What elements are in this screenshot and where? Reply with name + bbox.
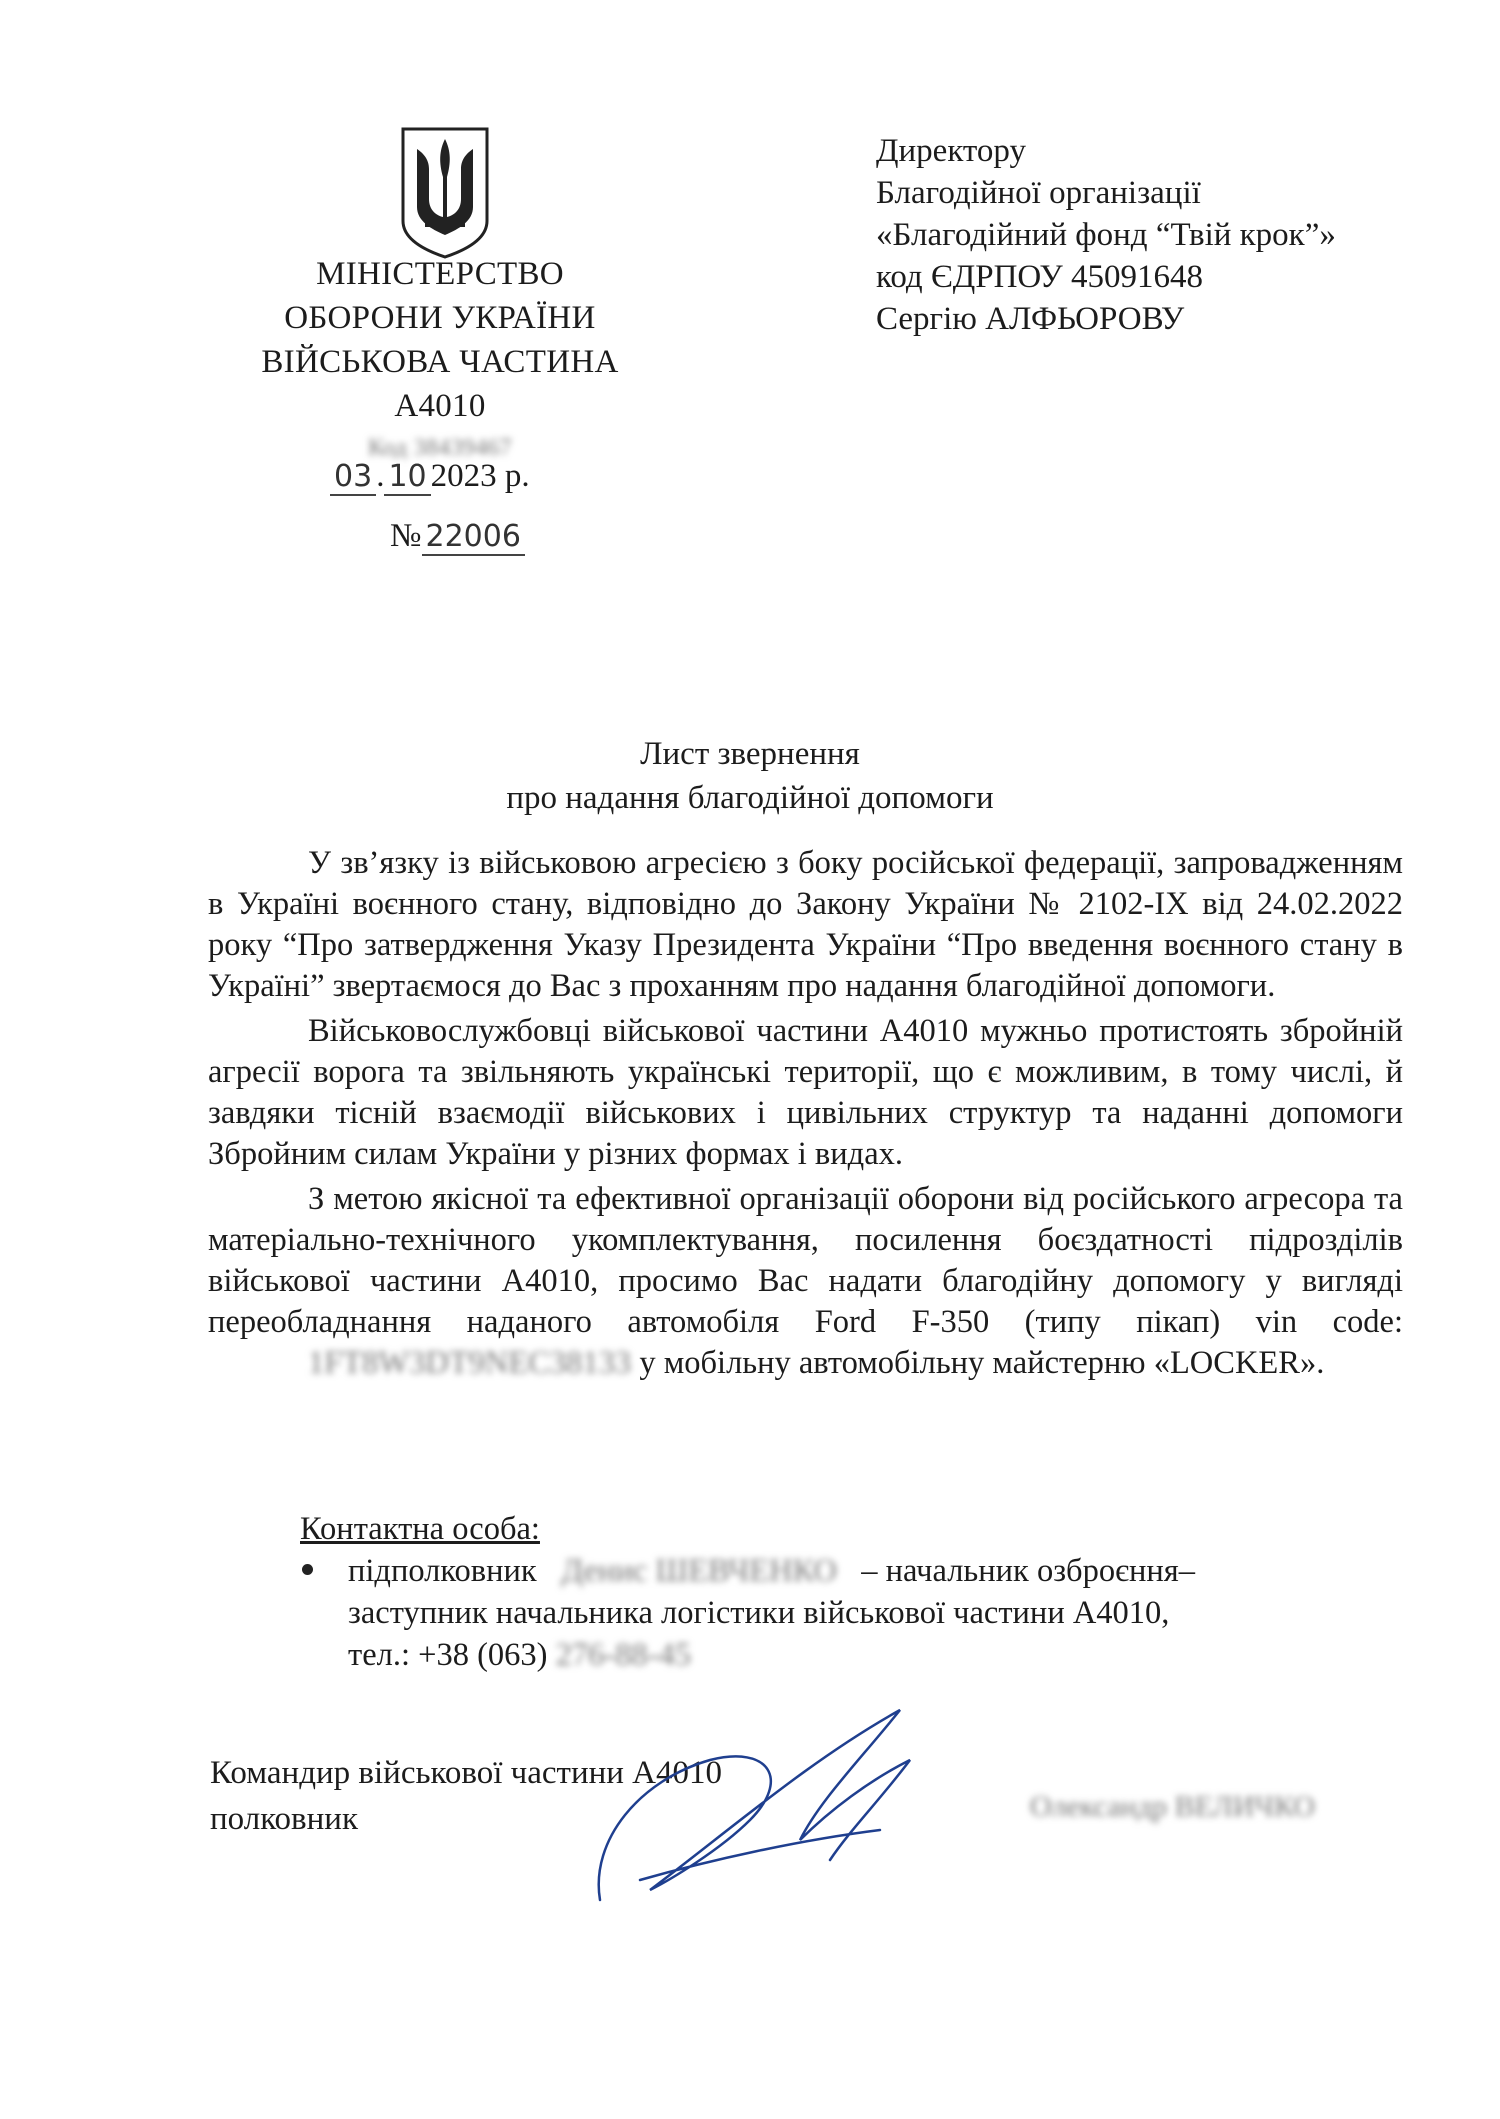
contact-block: [300, 1508, 1400, 1676]
coat-of-arms-trident-icon: [395, 125, 495, 260]
ministry-line1: МІНІСТЕРСТВО: [316, 256, 564, 292]
paragraph-3-text: З метою якісної та ефективної організації оборони від російського агресора та матеріально-технічного укомплектування, посилення боєздатності підрозділів військової частини А4010, просимо Вас надати благодійну допомогу у вигляді переобладнання наданого автомобіля Ford F-350 (типу пікап) vin code:: [208, 1181, 1403, 1340]
contact-title: Контактна особа:: [300, 1511, 540, 1547]
addressee-block: [876, 130, 1336, 340]
blurred-contact-name: Денис ШЕВЧЕНКО: [561, 1553, 837, 1589]
contact-role-2: заступник начальника логістики військової частини А4010,: [348, 1595, 1170, 1631]
paragraph-3: [208, 1179, 1403, 1384]
bullet-icon: [302, 1564, 313, 1575]
document-number: [390, 518, 525, 556]
date-year: 2023 р.: [430, 458, 530, 494]
signatory-position: Командир військової частини А4010: [210, 1755, 723, 1791]
addressee-line4: код ЄДРПОУ 45091648: [876, 259, 1204, 295]
signatory-rank: полковник: [210, 1801, 358, 1837]
blurred-code: Код 38439467: [368, 435, 512, 461]
unit-line: ВІЙСЬКОВА ЧАСТИНА: [261, 344, 619, 380]
date-month: 10: [384, 460, 430, 496]
contact-person: [300, 1550, 1400, 1592]
addressee-line1: Директору: [876, 133, 1026, 169]
paragraph-2: Військовослужбовці військової частини А4010 мужньо протистоять збройній агресії ворога та звільняють українські території, що є можливим, в тому числі, й завдяки тісній взаємодії військових і цивільних структур та наданні допомоги Збройним силам України у різних формах і видах.: [208, 1013, 1403, 1172]
paragraph-3-end: у мобільну автомобільну майстерню «LOCKER».: [639, 1345, 1325, 1381]
handwritten-signature: [580, 1690, 940, 1930]
unit-code: А4010: [394, 388, 486, 424]
ministry-line2: ОБОРОНИ УКРАЇНИ: [284, 300, 596, 336]
phone-prefix: тел.: +38 (063): [348, 1637, 548, 1673]
blurred-vin: 1FT8W3DT9NEC38133: [308, 1345, 632, 1381]
addressee-line5: Сергію АЛФЬОРОВУ: [876, 301, 1185, 337]
contact-phone: [300, 1634, 1400, 1676]
letter-body: [208, 843, 1403, 1388]
blurred-signatory-name: Олександр ВЕЛИЧКО: [1030, 1790, 1315, 1823]
addressee-line3: «Благодійний фонд “Твій крок”»: [876, 217, 1336, 253]
ministry-header: [230, 252, 650, 468]
blurred-phone: 276-88-45: [555, 1637, 692, 1673]
date-day: 03: [330, 460, 376, 496]
addressee-line2: Благодійної організації: [876, 175, 1201, 211]
title-line1: Лист звернення: [640, 736, 860, 772]
paragraph-1: У зв’язку із військовою агресією з боку російської федерації, запровадженням в Україні воєнного стану, відповідно до Закону України № 2102-IX від 24.02.2022 року “Про затвердження Указу Президента України “Про введення воєнного стану в Україні” звертаємося до Вас з проханням про надання благодійної допомоги.: [208, 845, 1403, 1004]
contact-role-1: – начальник озброєння–: [861, 1553, 1196, 1589]
signatory-name: [1030, 1790, 1315, 1824]
date-row: 03 . 10 2023 р.: [330, 458, 530, 496]
number-value: 22006: [422, 520, 525, 556]
title-line2: про надання благодійної допомоги: [506, 780, 994, 816]
letter-title: [0, 732, 1500, 820]
number-prefix: №: [390, 518, 422, 554]
contact-rank: підполковник: [348, 1553, 537, 1589]
